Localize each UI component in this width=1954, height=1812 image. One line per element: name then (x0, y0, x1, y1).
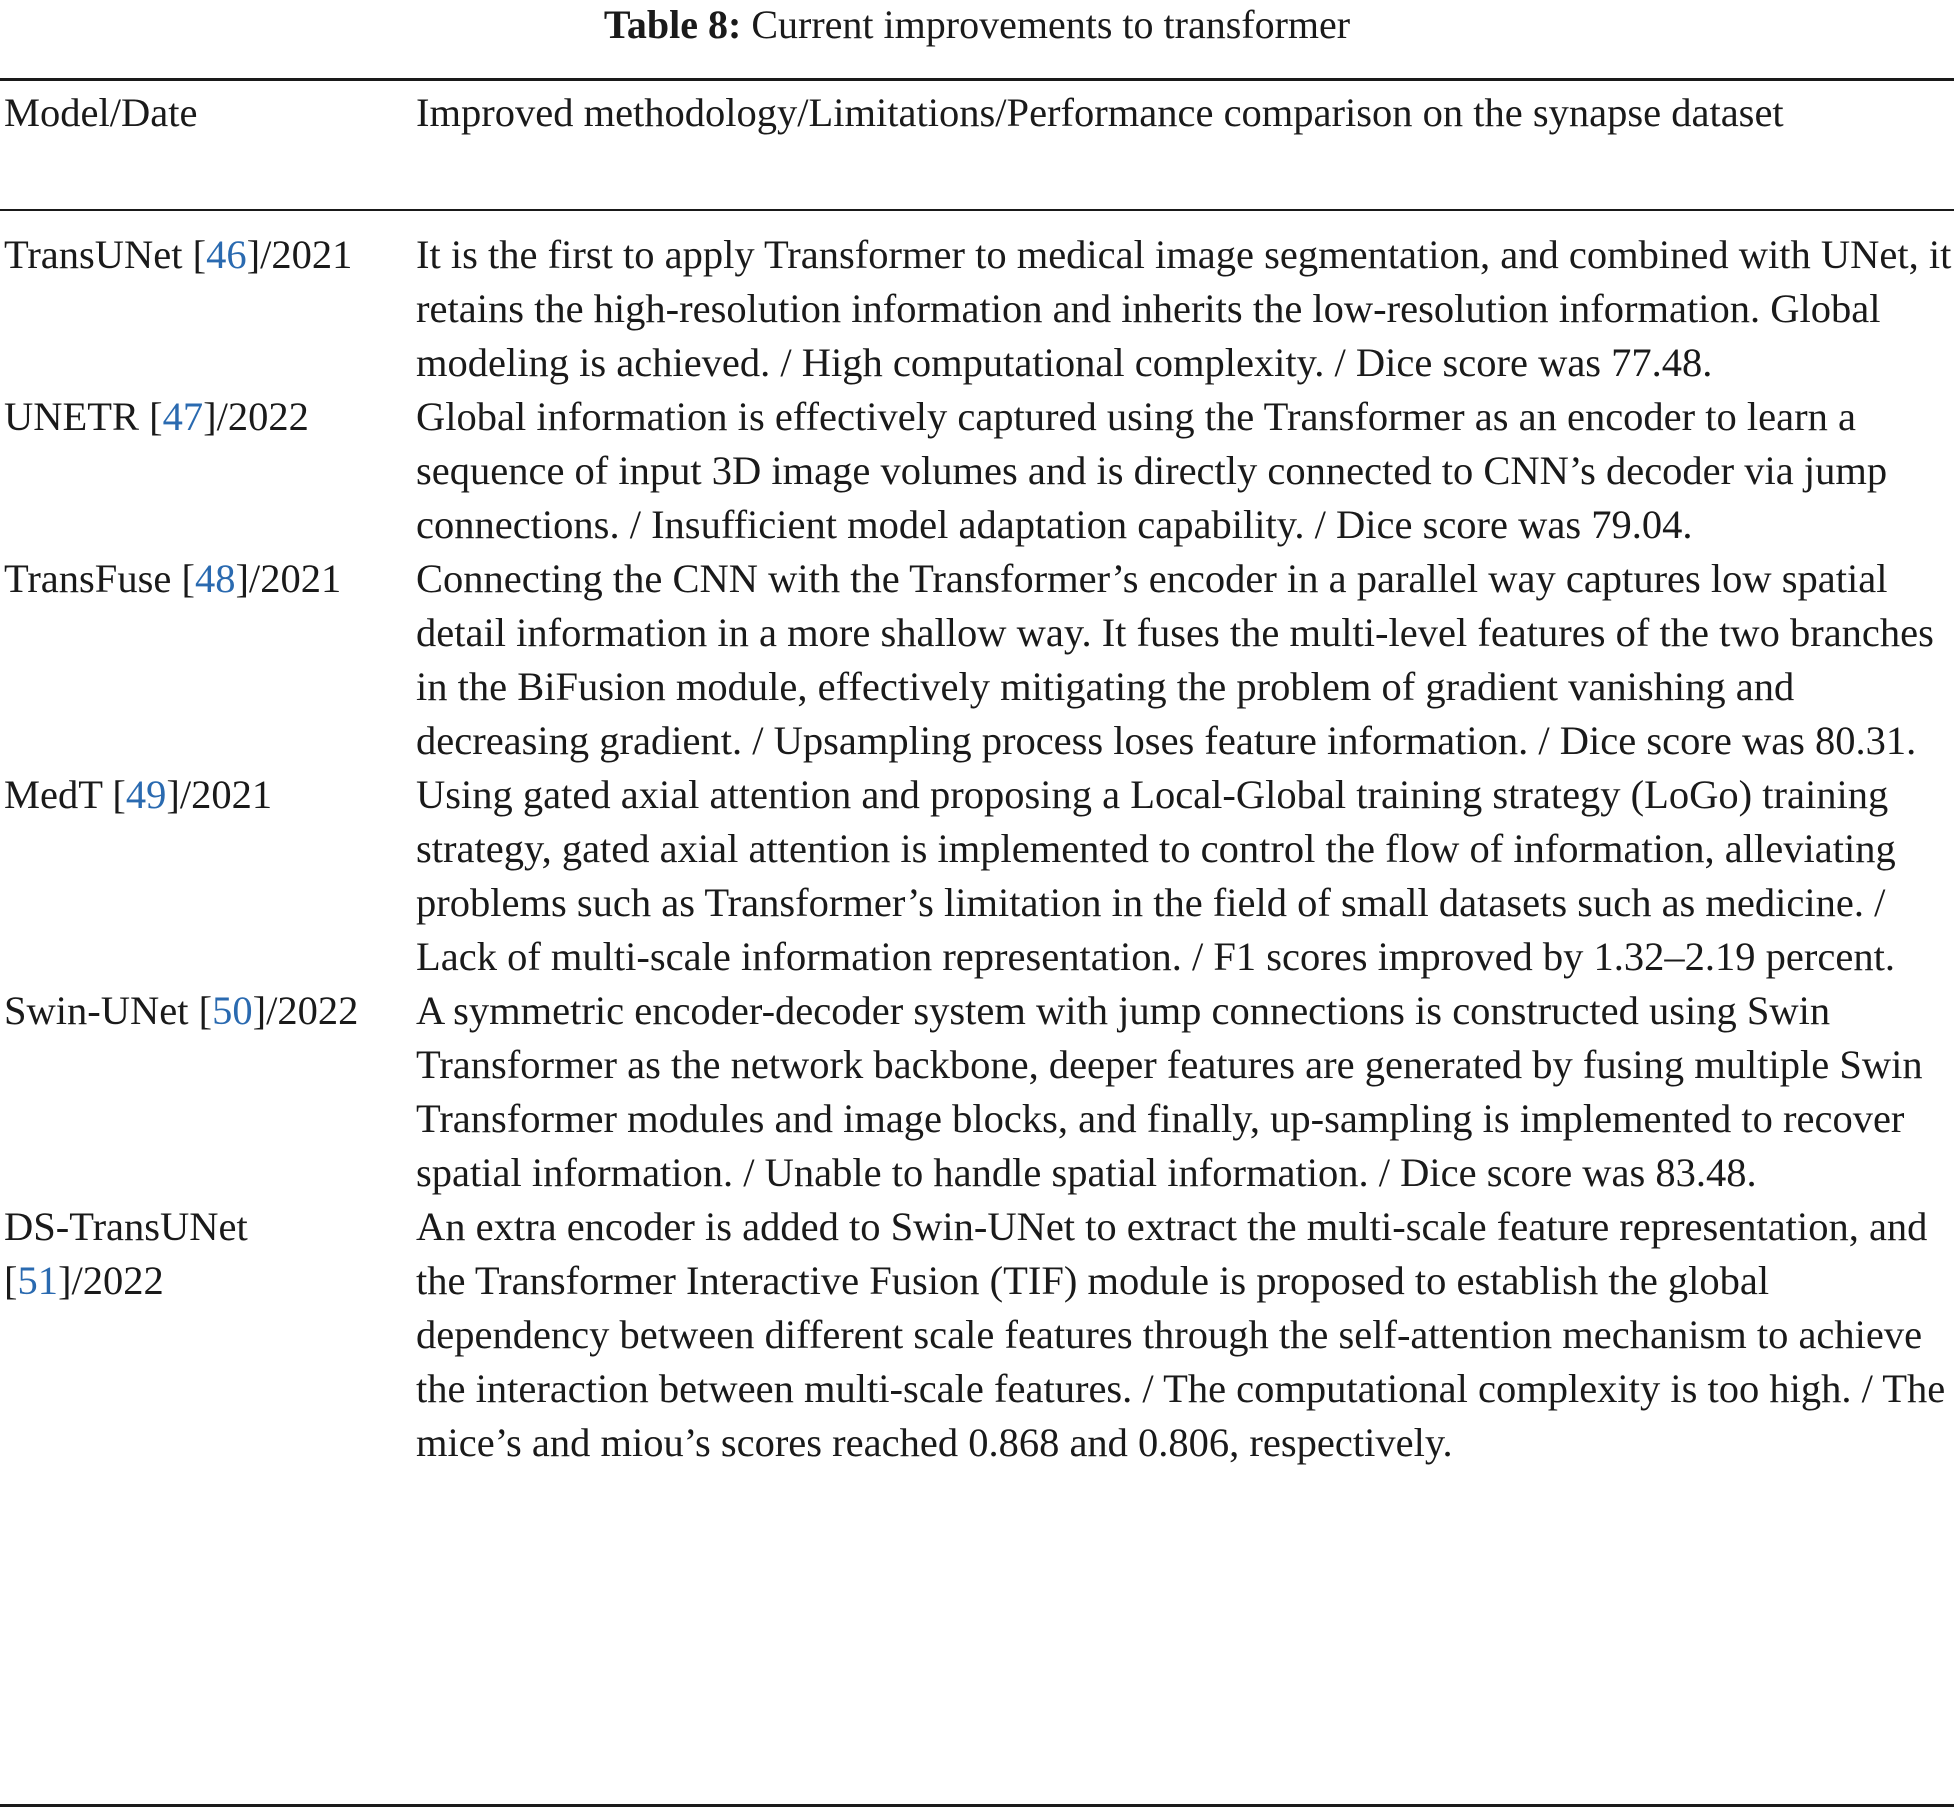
citation-link[interactable]: 47 (162, 394, 204, 439)
table-caption (0, 0, 1954, 50)
model-name: MedT (4, 772, 103, 817)
citation-link[interactable]: 48 (194, 556, 236, 601)
table-body (4, 228, 1954, 1470)
header-model-date: Model/Date (4, 90, 198, 135)
table-header (4, 86, 1954, 140)
model-year: 2022 (277, 988, 359, 1033)
model-name: TransFuse (4, 556, 172, 601)
description-cell: It is the first to apply Transformer to medical image segmentation, and combined with UNet, it retains the high-resolution information and inherits the low-resolution information. Global modeling is achieved. / High computational complexity. / Dice score was 77.48. (416, 232, 1952, 385)
model-name: TransUNet (4, 232, 183, 277)
table-header-row (4, 86, 1954, 140)
table-row-transfuse (4, 552, 1954, 768)
table-row-unetr (4, 390, 1954, 552)
model-year: 2021 (271, 232, 353, 277)
table-row-ds-transunet (4, 1200, 1954, 1470)
citation-link[interactable]: 46 (206, 232, 247, 277)
description-cell: A symmetric encoder-decoder system with jump connections is constructed using Swin Transformer as the network backbone, deeper features are generated by fusing multiple Swin Transformer modules and image blocks, and finally, up-sampling is implemented to recover spatial information. / Unable to handle spatial information. / Dice score was 83.48. (416, 988, 1923, 1195)
table-row-swin-unet (4, 984, 1954, 1200)
description-cell: An extra encoder is added to Swin-UNet to extract the multi-scale feature representation, and the Transformer Interactive Fusion (TIF) module is proposed to establish the global dependency between different scale features through the self-attention mechanism to achieve the interaction between multi-scale features. / The computational complexity is too high. / The mice’s and miou’s scores reached 0.868 and 0.806, respectively. (416, 1204, 1946, 1465)
table-row-transunet (4, 228, 1954, 390)
model-name: Swin-UNet (4, 988, 189, 1033)
citation-link[interactable]: 49 (125, 772, 167, 817)
citation-link[interactable]: 50 (212, 988, 253, 1033)
model-year: 2021 (191, 772, 273, 817)
header-description: Improved methodology/Limitations/Performance comparison on the synapse dataset (416, 90, 1784, 135)
model-year: 2021 (260, 556, 342, 601)
table-caption-title: Current improvements to transformer (751, 2, 1351, 47)
model-cell: TransUNet [46]/2021 (4, 232, 353, 277)
model-year: 2022 (82, 1258, 164, 1303)
table-row-medt (4, 768, 1954, 984)
table-top-rule (0, 78, 1954, 81)
model-cell: Swin-UNet [50]/2022 (4, 988, 359, 1033)
model-year: 2022 (227, 394, 309, 439)
model-cell: DS-TransUNet [51]/2022 (4, 1204, 248, 1303)
table-bottom-rule (0, 1804, 1954, 1807)
citation-link[interactable]: 51 (17, 1258, 58, 1303)
model-cell: UNETR [47]/2022 (4, 394, 309, 439)
description-cell: Connecting the CNN with the Transformer’s encoder in a parallel way captures low spatial detail information in a more shallow way. It fuses the multi-level features of the two branches in the BiFusion module, effectively mitigating the problem of gradient vanishing and decreasing gradient. / Upsampling process loses feature information. / Dice score was 80.31. (416, 556, 1934, 763)
model-cell: MedT [49]/2021 (4, 772, 273, 817)
model-cell: TransFuse [48]/2021 (4, 556, 342, 601)
description-cell: Using gated axial attention and proposing a Local-Global training strategy (LoGo) training strategy, gated axial attention is implemented to control the flow of information, alleviating problems such as Transformer’s limitation in the field of small datasets such as medicine. / Lack of multi-scale information representation. / F1 scores improved by 1.32–2.19 percent. (416, 772, 1896, 979)
table-caption-label: Table 8: (603, 2, 742, 47)
table-header-rule (0, 209, 1954, 211)
model-name: UNETR (4, 394, 139, 439)
model-name: DS-TransUNet (4, 1204, 248, 1249)
description-cell: Global information is effectively captured using the Transformer as an encoder to learn a sequence of input 3D image volumes and is directly connected to CNN’s decoder via jump connections. / Insufficient model adaptation capability. / Dice score was 79.04. (416, 394, 1888, 547)
